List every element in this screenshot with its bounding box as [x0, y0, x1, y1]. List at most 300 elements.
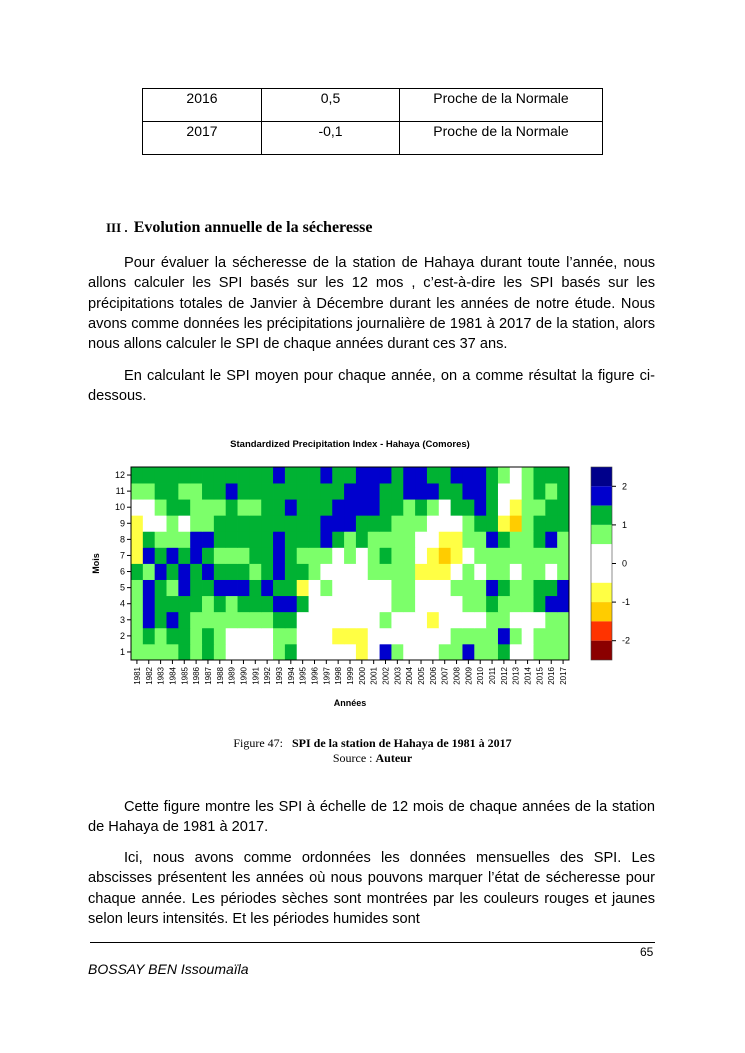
heatmap-cell: [427, 628, 439, 644]
heatmap-cell: [297, 612, 309, 628]
heatmap-cell: [178, 628, 190, 644]
heatmap-cell: [285, 547, 297, 563]
heatmap-cell: [273, 547, 285, 563]
heatmap-cell: [368, 531, 380, 547]
heatmap-cell: [474, 612, 486, 628]
y-tick-label: 5: [119, 582, 125, 593]
x-tick-label: 1993: [274, 667, 284, 685]
heatmap-cell: [427, 564, 439, 580]
spi-heatmap-chart: [88, 430, 656, 715]
heatmap-cell: [403, 612, 415, 628]
heatmap-cell: [498, 483, 510, 499]
heatmap-cell: [474, 580, 486, 596]
heatmap-cell: [178, 580, 190, 596]
heatmap-cell: [332, 628, 344, 644]
heatmap-cell: [439, 515, 451, 531]
heatmap-cell: [451, 547, 463, 563]
heatmap-cell: [261, 499, 273, 515]
heatmap-cell: [545, 499, 557, 515]
colorbar-tick-label: -1: [622, 597, 631, 608]
x-tick-label: 2016: [547, 667, 557, 685]
heatmap-cell: [178, 499, 190, 515]
heatmap-cell: [356, 612, 368, 628]
heatmap-cell: [214, 628, 226, 644]
heatmap-cell: [131, 564, 143, 580]
heatmap-cell: [190, 467, 202, 483]
x-tick-label: 1996: [310, 667, 320, 685]
heatmap-cell: [249, 531, 261, 547]
heatmap-cell: [285, 644, 297, 660]
heatmap-cell: [451, 596, 463, 612]
heatmap-cell: [427, 580, 439, 596]
heatmap-cell: [427, 596, 439, 612]
heatmap-cell: [439, 483, 451, 499]
heatmap-cell: [178, 564, 190, 580]
x-tick-label: 1999: [346, 667, 355, 685]
heatmap-cell: [415, 564, 427, 580]
heatmap-cell: [261, 580, 273, 596]
heatmap-cell: [533, 564, 545, 580]
y-tick-label: 8: [119, 534, 125, 545]
heatmap-cell: [533, 531, 545, 547]
heatmap-cell: [143, 547, 155, 563]
heatmap-cell: [486, 499, 498, 515]
heatmap-cell: [202, 628, 214, 644]
heatmap-cell: [226, 564, 238, 580]
heatmap-cell: [238, 467, 250, 483]
table-cell-spi: 0,5: [262, 89, 400, 122]
heatmap-cell: [178, 612, 190, 628]
heatmap-cell: [297, 644, 309, 660]
heatmap-cell: [214, 499, 226, 515]
heatmap-cell: [557, 531, 569, 547]
x-tick-label: 2017: [559, 667, 569, 685]
heatmap-cell: [522, 467, 534, 483]
heatmap-cell: [510, 515, 522, 531]
heatmap-cell: [273, 580, 285, 596]
heatmap-cell: [131, 515, 143, 531]
heatmap-cell: [510, 531, 522, 547]
heatmap-cell: [356, 483, 368, 499]
heatmap-cell: [557, 499, 569, 515]
heatmap-cell: [320, 596, 332, 612]
heatmap-cell: [498, 531, 510, 547]
footer-rule: [90, 942, 655, 943]
heatmap-cell: [320, 531, 332, 547]
heatmap-cell: [238, 531, 250, 547]
colorbar-segment: [591, 486, 612, 505]
heatmap-cell: [344, 547, 356, 563]
x-tick-label: 1985: [180, 667, 190, 685]
heatmap-cell: [474, 483, 486, 499]
heatmap-cell: [297, 483, 309, 499]
heatmap-cell: [439, 499, 451, 515]
heatmap-cell: [380, 628, 392, 644]
heatmap-cell: [297, 531, 309, 547]
heatmap-cell: [249, 564, 261, 580]
heatmap-cell: [533, 547, 545, 563]
heatmap-cell: [498, 467, 510, 483]
heatmap-cell: [143, 596, 155, 612]
heatmap-cell: [167, 628, 179, 644]
heatmap-cell: [368, 580, 380, 596]
heatmap-cell: [522, 515, 534, 531]
heatmap-cell: [238, 515, 250, 531]
heatmap-cell: [309, 564, 321, 580]
heatmap-cell: [309, 596, 321, 612]
heatmap-cell: [202, 596, 214, 612]
heatmap-cell: [273, 564, 285, 580]
heatmap-cell: [557, 483, 569, 499]
heatmap-cell: [557, 580, 569, 596]
heatmap-cell: [285, 580, 297, 596]
heatmap-cell: [202, 499, 214, 515]
heatmap-cell: [533, 515, 545, 531]
heatmap-cell: [190, 596, 202, 612]
heatmap-cell: [131, 547, 143, 563]
heatmap-cell: [486, 467, 498, 483]
heatmap-cell: [131, 612, 143, 628]
y-axis-label: Mois: [91, 553, 101, 574]
heatmap-cell: [462, 580, 474, 596]
x-tick-label: 2003: [393, 667, 403, 685]
heatmap-cell: [545, 644, 557, 660]
heatmap-cell: [533, 499, 545, 515]
heatmap-cell: [427, 483, 439, 499]
page-number: 65: [640, 945, 654, 959]
x-tick-label: 1989: [227, 667, 237, 685]
heatmap-cell: [131, 644, 143, 660]
x-tick-label: 1992: [263, 667, 273, 685]
heatmap-cell: [545, 483, 557, 499]
heatmap-cell: [533, 612, 545, 628]
heatmap-cell: [190, 515, 202, 531]
heatmap-cell: [155, 644, 167, 660]
heatmap-cell: [427, 547, 439, 563]
heatmap-cell: [557, 547, 569, 563]
colorbar-segment: [591, 641, 612, 660]
heatmap-cell: [391, 644, 403, 660]
heatmap-cell: [356, 467, 368, 483]
heatmap-cell: [309, 499, 321, 515]
heatmap-cell: [498, 515, 510, 531]
heatmap-cell: [510, 547, 522, 563]
y-tick-label: 3: [119, 614, 125, 625]
heatmap-cell: [178, 483, 190, 499]
heatmap-cell: [462, 531, 474, 547]
heatmap-cell: [261, 515, 273, 531]
paragraph-4: Ici, nous avons comme ordonnées les données mensuelles des SPI. Les abscisses présentent les années où nous pouvons marquer l’état de sécheresse pour chaque année. Les périodes sèches sont montrées par les couleurs rouges et jaunes selon leurs intensités. Et les périodes humides sont: [88, 850, 655, 927]
heatmap-cell: [451, 580, 463, 596]
heatmap-cell: [533, 644, 545, 660]
heatmap-cell: [415, 515, 427, 531]
x-tick-label: 1984: [168, 667, 178, 685]
heatmap-cell: [249, 612, 261, 628]
heatmap-cell: [439, 628, 451, 644]
x-tick-label: 1994: [286, 667, 296, 685]
heatmap-cell: [155, 612, 167, 628]
heatmap-cell: [261, 564, 273, 580]
section-heading: [106, 219, 373, 237]
heatmap-cell: [403, 564, 415, 580]
x-tick-label: 2001: [369, 667, 379, 685]
heatmap-cell: [486, 531, 498, 547]
heatmap-cell: [226, 515, 238, 531]
heatmap-cell: [143, 564, 155, 580]
heatmap-cell: [202, 547, 214, 563]
heatmap-cell: [190, 547, 202, 563]
heatmap-cell: [356, 531, 368, 547]
heatmap-cell: [380, 531, 392, 547]
heatmap-cell: [261, 531, 273, 547]
heatmap-cell: [451, 628, 463, 644]
heatmap-cell: [486, 596, 498, 612]
heatmap-cell: [462, 596, 474, 612]
heatmap-cell: [474, 564, 486, 580]
heatmap-cell: [214, 612, 226, 628]
heatmap-cell: [155, 580, 167, 596]
heatmap-cell: [167, 531, 179, 547]
heatmap-cell: [368, 628, 380, 644]
colorbar-tick-label: 0: [622, 558, 628, 569]
heatmap-cell: [533, 580, 545, 596]
heatmap-cell: [226, 547, 238, 563]
heatmap-cell: [344, 644, 356, 660]
heatmap-cell: [249, 467, 261, 483]
heatmap-cell: [202, 467, 214, 483]
heatmap-cell: [320, 628, 332, 644]
heatmap-cell: [202, 515, 214, 531]
heatmap-cell: [190, 580, 202, 596]
heatmap-cell: [190, 531, 202, 547]
heatmap-cell: [167, 515, 179, 531]
heatmap-cell: [273, 628, 285, 644]
heatmap-cell: [332, 499, 344, 515]
heatmap-cell: [226, 596, 238, 612]
heatmap-cell: [249, 483, 261, 499]
heatmap-cell: [498, 580, 510, 596]
heatmap-cell: [356, 499, 368, 515]
heatmap-cell: [545, 580, 557, 596]
heatmap-cell: [190, 612, 202, 628]
heatmap-cell: [403, 547, 415, 563]
heatmap-cell: [486, 515, 498, 531]
heatmap-cell: [344, 628, 356, 644]
heatmap-cell: [332, 483, 344, 499]
heatmap-cell: [249, 644, 261, 660]
x-tick-label: 1986: [192, 667, 202, 685]
chart-title: Standardized Precipitation Index - Hahaya (Comores): [230, 439, 470, 450]
heatmap-cell: [391, 467, 403, 483]
heatmap-cell: [167, 547, 179, 563]
heatmap-cell: [462, 515, 474, 531]
y-tick-label: 12: [114, 470, 125, 481]
heatmap-cell: [451, 531, 463, 547]
x-tick-label: 2002: [381, 667, 391, 685]
heatmap-cell: [427, 644, 439, 660]
heatmap-cell: [368, 499, 380, 515]
colorbar-tick-label: 1: [622, 519, 628, 530]
heatmap-cell: [557, 515, 569, 531]
heatmap-cell: [498, 596, 510, 612]
heatmap-cell: [439, 531, 451, 547]
heatmap-cell: [380, 467, 392, 483]
heatmap-cell: [332, 515, 344, 531]
heatmap-cell: [368, 612, 380, 628]
heatmap-cell: [462, 467, 474, 483]
heatmap-cell: [344, 531, 356, 547]
heatmap-cell: [178, 515, 190, 531]
heatmap-cell: [439, 467, 451, 483]
heatmap-cell: [356, 564, 368, 580]
heatmap-cell: [415, 580, 427, 596]
heatmap-cell: [356, 515, 368, 531]
heatmap-cell: [285, 499, 297, 515]
heatmap-cell: [297, 596, 309, 612]
heatmap-cell: [439, 580, 451, 596]
heatmap-cell: [143, 515, 155, 531]
heatmap-cell: [143, 483, 155, 499]
heatmap-cell: [462, 564, 474, 580]
figure-caption: [0, 736, 745, 751]
heatmap-cell: [214, 515, 226, 531]
heatmap-cell: [202, 644, 214, 660]
heatmap-cell: [190, 499, 202, 515]
heatmap-cell: [533, 596, 545, 612]
heatmap-cell: [273, 483, 285, 499]
heatmap-cell: [510, 612, 522, 628]
heatmap-cell: [226, 612, 238, 628]
heatmap-cell: [545, 531, 557, 547]
heatmap-cell: [190, 628, 202, 644]
heatmap-cell: [474, 547, 486, 563]
x-tick-label: 1988: [215, 667, 225, 685]
heatmap-cell: [249, 628, 261, 644]
heatmap-cell: [545, 547, 557, 563]
heatmap-cell: [439, 547, 451, 563]
heatmap-cell: [344, 596, 356, 612]
heatmap-cell: [356, 580, 368, 596]
colorbar-tick-label: 2: [622, 481, 628, 492]
heatmap-cell: [143, 531, 155, 547]
table-row: [143, 122, 603, 155]
x-tick-label: 1983: [156, 667, 166, 685]
heatmap-cell: [178, 467, 190, 483]
figure-label: Figure 47:: [233, 736, 283, 750]
heatmap-cell: [522, 580, 534, 596]
heatmap-cell: [403, 515, 415, 531]
heatmap-cell: [391, 612, 403, 628]
heatmap-cell: [320, 580, 332, 596]
heatmap-cell: [285, 596, 297, 612]
x-tick-label: 1995: [298, 667, 308, 685]
heatmap-cell: [545, 596, 557, 612]
heatmap-cell: [167, 612, 179, 628]
x-tick-label: 2006: [428, 667, 438, 685]
y-tick-label: 4: [119, 598, 125, 609]
heatmap-cell: [427, 612, 439, 628]
x-tick-label: 1981: [132, 667, 142, 685]
heatmap-cell: [344, 499, 356, 515]
heatmap-cell: [380, 596, 392, 612]
heatmap-cell: [391, 547, 403, 563]
heatmap-cell: [415, 531, 427, 547]
heatmap-cell: [403, 531, 415, 547]
heatmap-cell: [368, 644, 380, 660]
heatmap-cell: [320, 564, 332, 580]
heatmap-cell: [403, 644, 415, 660]
heatmap-cell: [486, 580, 498, 596]
heatmap-cell: [167, 564, 179, 580]
heatmap-cell: [249, 547, 261, 563]
colorbar-segment: [591, 525, 612, 544]
heatmap-cell: [391, 499, 403, 515]
heatmap-cell: [557, 467, 569, 483]
heatmap-cell: [391, 564, 403, 580]
heatmap-cell: [486, 644, 498, 660]
heatmap-cell: [249, 499, 261, 515]
heatmap-cell: [451, 499, 463, 515]
heatmap-cell: [190, 564, 202, 580]
spi-classification-table: [142, 88, 603, 155]
heatmap-cell: [557, 564, 569, 580]
heatmap-cell: [285, 467, 297, 483]
heatmap-cell: [214, 483, 226, 499]
heatmap-cell: [155, 467, 167, 483]
heatmap-cell: [368, 547, 380, 563]
heatmap-cell: [190, 483, 202, 499]
heatmap-cell: [178, 547, 190, 563]
heatmap-cell: [320, 612, 332, 628]
heatmap-cell: [309, 628, 321, 644]
heatmap-cell: [380, 564, 392, 580]
heatmap-cell: [261, 467, 273, 483]
heatmap-cell: [403, 596, 415, 612]
heatmap-cell: [356, 596, 368, 612]
heatmap-cell: [557, 628, 569, 644]
heatmap-cell: [273, 499, 285, 515]
heatmap-cell: [451, 564, 463, 580]
heatmap-cell: [344, 467, 356, 483]
heatmap-cell: [415, 644, 427, 660]
heatmap-cell: [320, 499, 332, 515]
heatmap-cell: [356, 547, 368, 563]
heatmap-cell: [155, 499, 167, 515]
heatmap-cell: [178, 644, 190, 660]
table-cell-class: Proche de la Normale: [400, 89, 603, 122]
heatmap-cell: [415, 612, 427, 628]
x-tick-label: 2000: [357, 667, 367, 685]
x-tick-label: 2014: [523, 667, 533, 685]
heatmap-cell: [486, 628, 498, 644]
heatmap-cell: [415, 547, 427, 563]
x-tick-label: 2009: [464, 667, 474, 685]
heatmap-cell: [486, 547, 498, 563]
heatmap-cell: [309, 467, 321, 483]
table-cell-spi: -0,1: [262, 122, 400, 155]
heatmap-cell: [510, 580, 522, 596]
heatmap-cell: [427, 531, 439, 547]
y-tick-label: 10: [114, 502, 125, 513]
colorbar-segment: [591, 506, 612, 525]
heatmap-cell: [391, 628, 403, 644]
heatmap-cell: [238, 547, 250, 563]
heatmap-cell: [332, 547, 344, 563]
heatmap-cell: [155, 515, 167, 531]
heatmap-cell: [249, 596, 261, 612]
figure-title: SPI de la station de Hahaya de 1981 à 2017: [291, 736, 512, 750]
x-tick-label: 2011: [488, 667, 498, 685]
